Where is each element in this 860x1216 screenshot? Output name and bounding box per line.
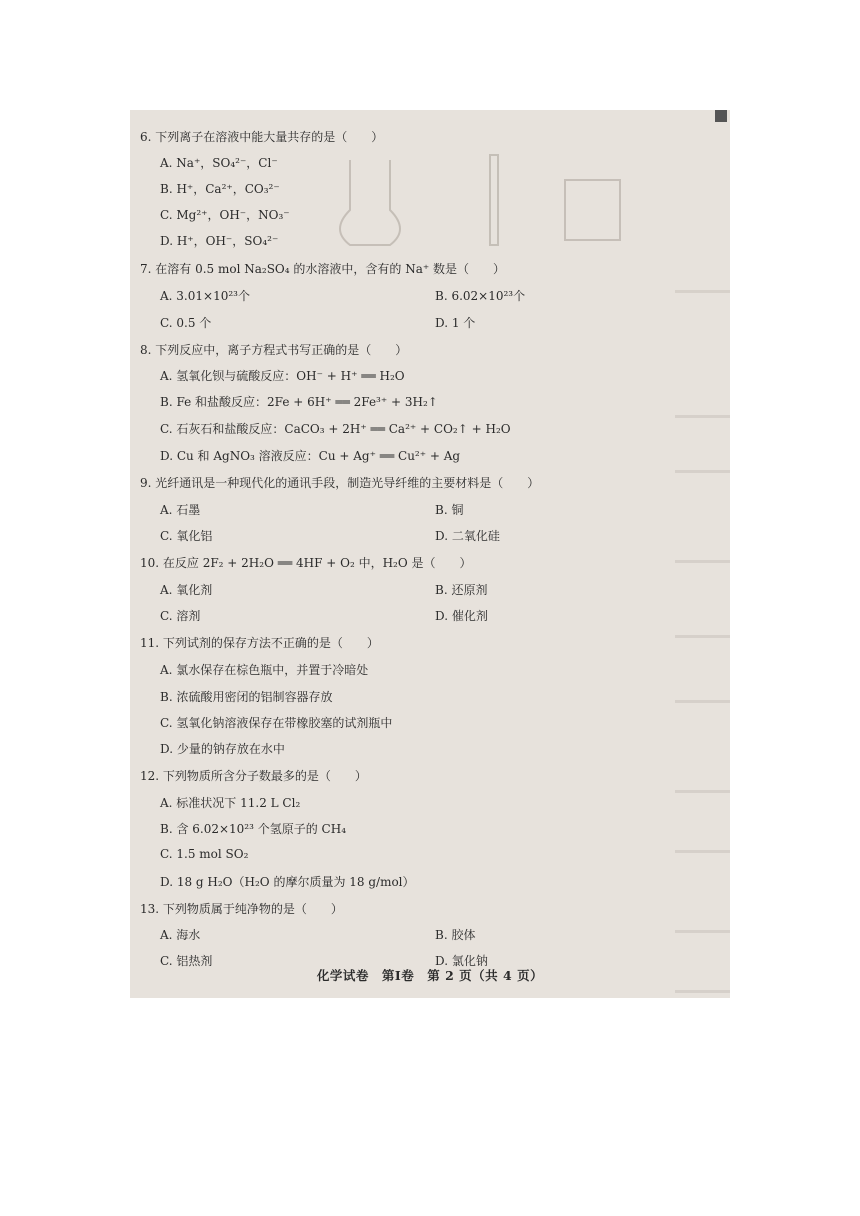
option-b: B. Fe 和盐酸反应：2Fe + 6H⁺ ══ 2Fe³⁺ + 3H₂↑ [160,395,438,409]
option-a: A. 石墨 [160,503,201,517]
option-b: B. 胶体 [435,928,476,942]
option-a: A. 标准状况下 11.2 L Cl₂ [160,796,301,810]
option-b: B. 含 6.02×10²³ 个氢原子的 CH₄ [160,822,347,836]
bleed-through-glassware [330,150,630,250]
option-a: A. Na⁺，SO₄²⁻，Cl⁻ [160,156,278,170]
question-stem: 12. 下列物质所含分子数最多的是（ ） [140,769,367,783]
question-stem: 11. 下列试剂的保存方法不正确的是（ ） [140,636,379,650]
option-c: C. 石灰石和盐酸反应：CaCO₃ + 2H⁺ ══ Ca²⁺ + CO₂↑ + H₂O [160,422,511,436]
exam-page-scan [130,110,730,998]
option-b: B. 铜 [435,503,464,517]
option-d: D. 氯化钠 [435,954,488,968]
option-a: A. 氧化剂 [160,583,213,597]
option-b: B. 6.02×10²³个 [435,289,526,303]
question-stem: 9. 光纤通讯是一种现代化的通讯手段，制造光导纤维的主要材料是（ ） [140,476,540,490]
option-c: C. 0.5 个 [160,316,212,330]
option-d: D. 18 g H₂O（H₂O 的摩尔质量为 18 g/mol） [160,875,415,889]
option-d: D. 少量的钠存放在水中 [160,742,285,756]
option-b: B. 还原剂 [435,583,488,597]
option-d: D. H⁺，OH⁻，SO₄²⁻ [160,234,279,248]
question-stem: 6. 下列离子在溶液中能大量共存的是（ ） [140,130,384,144]
page-corner-mark [715,110,727,122]
question-stem: 10. 在反应 2F₂ + 2H₂O ══ 4HF + O₂ 中，H₂O 是（ ） [140,556,472,570]
option-a: A. 3.01×10²³个 [160,289,250,303]
option-a: A. 海水 [160,928,201,942]
option-a: A. 氢氧化钡与硫酸反应：OH⁻ + H⁺ ══ H₂O [160,369,405,383]
question-stem: 13. 下列物质属于纯净物的是（ ） [140,902,343,916]
option-d: D. Cu 和 AgNO₃ 溶液反应：Cu + Ag⁺ ══ Cu²⁺ + Ag [160,449,461,463]
option-c: C. 氢氧化钠溶液保存在带橡胶塞的试剂瓶中 [160,716,393,730]
option-b: B. 浓硫酸用密闭的铝制容器存放 [160,690,333,704]
question-stem: 8. 下列反应中，离子方程式书写正确的是（ ） [140,343,408,357]
bleed-through-text [675,230,730,998]
page-footer: 化学试卷 第Ⅰ卷 第 2 页（共 4 页） [316,968,544,983]
option-c: C. 氧化铝 [160,529,213,543]
option-c: C. 铝热剂 [160,954,213,968]
option-c: C. 1.5 mol SO₂ [160,847,249,861]
option-a: A. 氯水保存在棕色瓶中，并置于冷暗处 [160,663,369,677]
option-c: C. 溶剂 [160,609,201,623]
option-b: B. H⁺，Ca²⁺，CO₃²⁻ [160,182,280,196]
question-stem: 7. 在溶有 0.5 mol Na₂SO₄ 的水溶液中，含有的 Na⁺ 数是（ ） [140,262,505,276]
option-c: C. Mg²⁺，OH⁻，NO₃⁻ [160,208,290,222]
option-d: D. 催化剂 [435,609,488,623]
option-d: D. 二氧化硅 [435,529,500,543]
option-d: D. 1 个 [435,316,476,330]
